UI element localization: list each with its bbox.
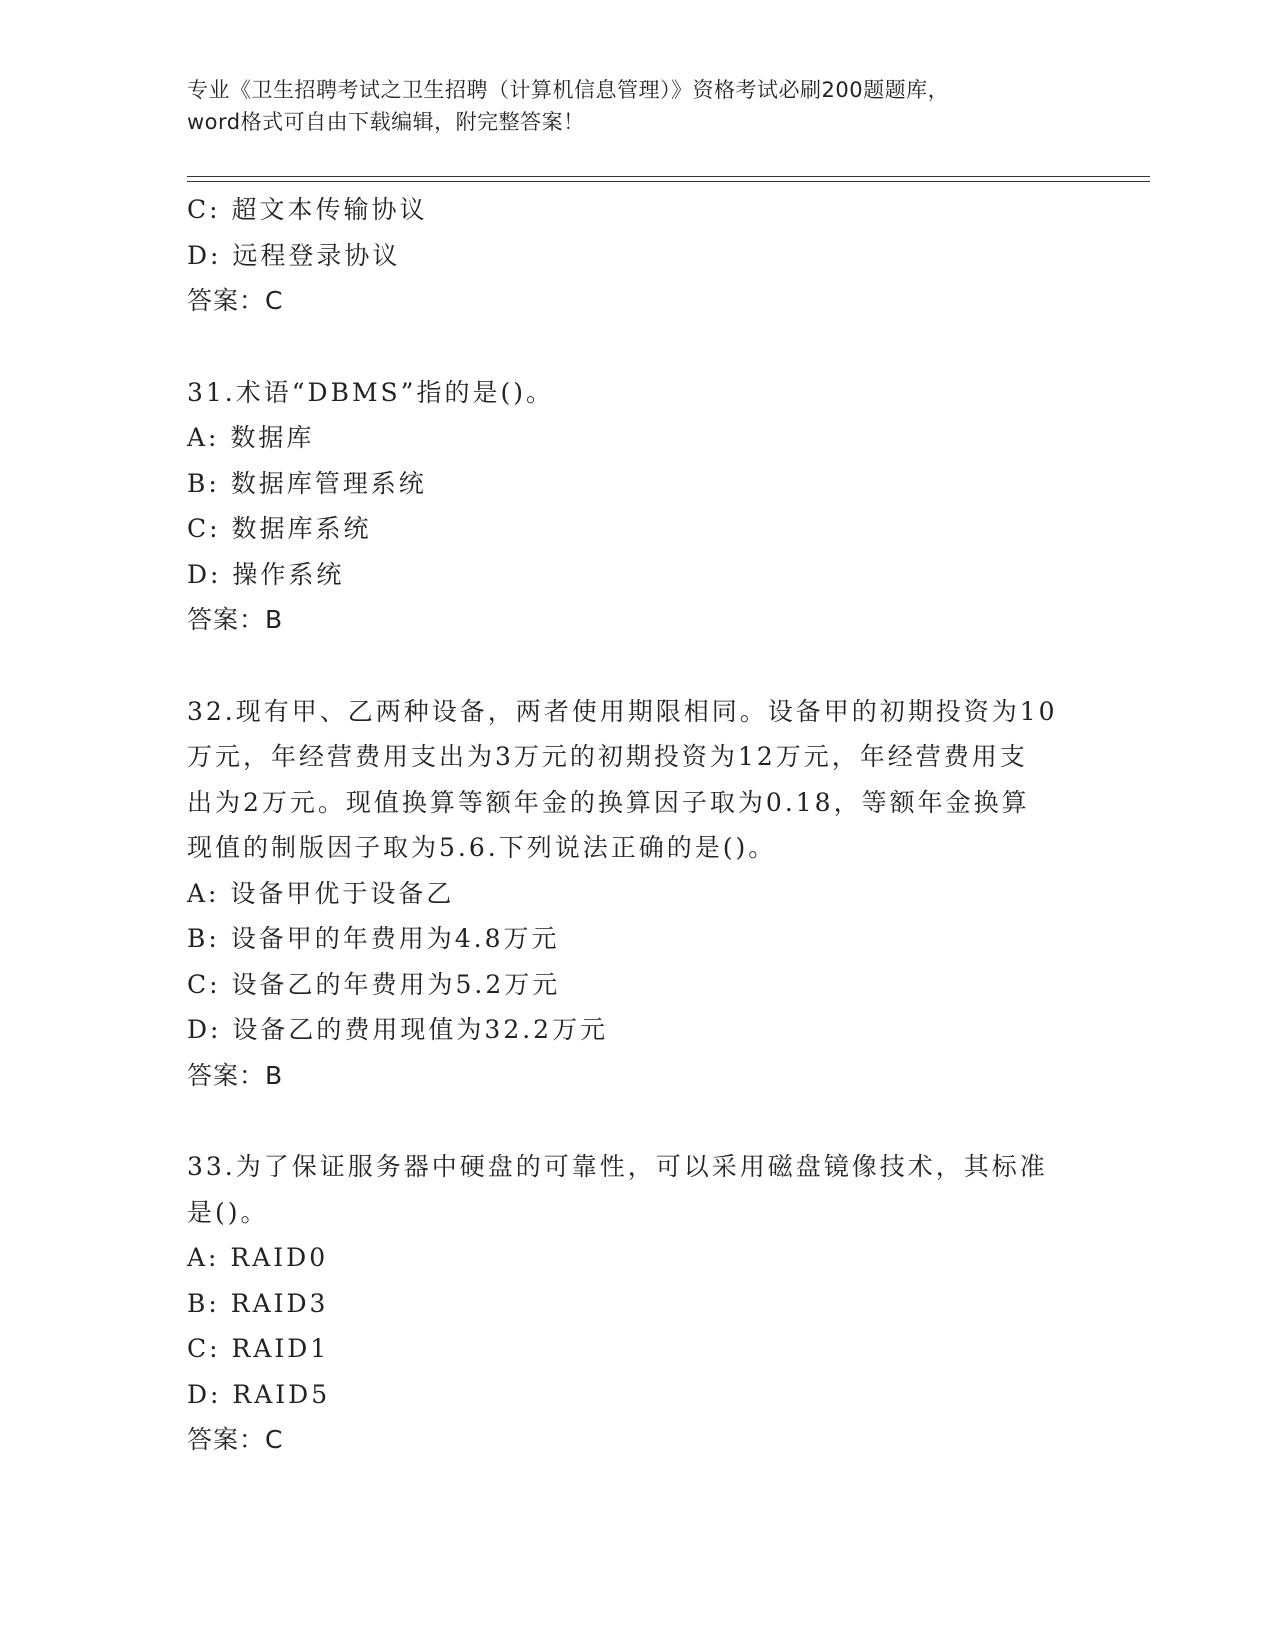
question-33 (187, 1144, 1087, 1463)
document-header (187, 74, 1067, 138)
question-stem-line-1: 33.为了保证服务器中硬盘的可靠性，可以采用磁盘镜像技术，其标准 (187, 1152, 1048, 1181)
question-30-continuation (187, 187, 1087, 324)
option-b: B: RAID3 (187, 1288, 329, 1318)
question-32 (187, 689, 1087, 1099)
question-stem-line-3: 出为2万元。现值换算等额年金的换算因子取为0.18，等额年金换算 (187, 787, 1030, 817)
option-d: D: RAID5 (187, 1379, 331, 1409)
spacer (187, 324, 1087, 370)
header-divider-bottom (187, 181, 1150, 182)
option-c: C: RAID1 (187, 1334, 330, 1363)
option-a: A: RAID0 (187, 1243, 329, 1272)
answer-line: 答案：B (187, 605, 284, 634)
answer-line: 答案：B (187, 1060, 284, 1090)
option-a: A: 数据库 (187, 423, 315, 452)
option-d: D: 设备乙的费用现值为32.2万元 (187, 1015, 609, 1044)
answer-line: 答案：C (187, 286, 284, 315)
question-stem-line-2: 是()。 (187, 1197, 269, 1227)
question-stem-line-4: 现值的制版因子取为5.6.下列说法正确的是()。 (187, 833, 777, 862)
header-line-1: 专业《卫生招聘考试之卫生招聘（计算机信息管理）》资格考试必刷200题题库， (187, 78, 950, 102)
option-c: C: 数据库系统 (187, 514, 372, 543)
question-stem: 31.术语“DBMS”指的是()。 (187, 377, 554, 407)
spacer (187, 1098, 1087, 1144)
option-b: B: 设备甲的年费用为4.8万元 (187, 924, 560, 953)
document-body (187, 187, 1087, 1463)
option-b: B: 数据库管理系统 (187, 468, 427, 498)
spacer (187, 643, 1087, 689)
question-31 (187, 370, 1087, 643)
answer-line: 答案：C (187, 1425, 284, 1454)
question-stem-line-2: 万元，年经营费用支出为3万元的初期投资为12万元，年经营费用支 (187, 742, 1028, 771)
header-divider-top (187, 176, 1150, 177)
header-line-2: word格式可自由下载编辑，附完整答案！ (187, 110, 585, 134)
option-c: C: 超文本传输协议 (187, 195, 428, 224)
question-stem-line-1: 32.现有甲、乙两种设备，两者使用期限相同。设备甲的初期投资为10 (187, 696, 1058, 726)
option-d: D: 远程登录协议 (187, 240, 401, 270)
option-c: C: 设备乙的年费用为5.2万元 (187, 969, 561, 999)
option-d: D: 操作系统 (187, 559, 345, 589)
option-a: A: 设备甲优于设备乙 (187, 878, 455, 908)
